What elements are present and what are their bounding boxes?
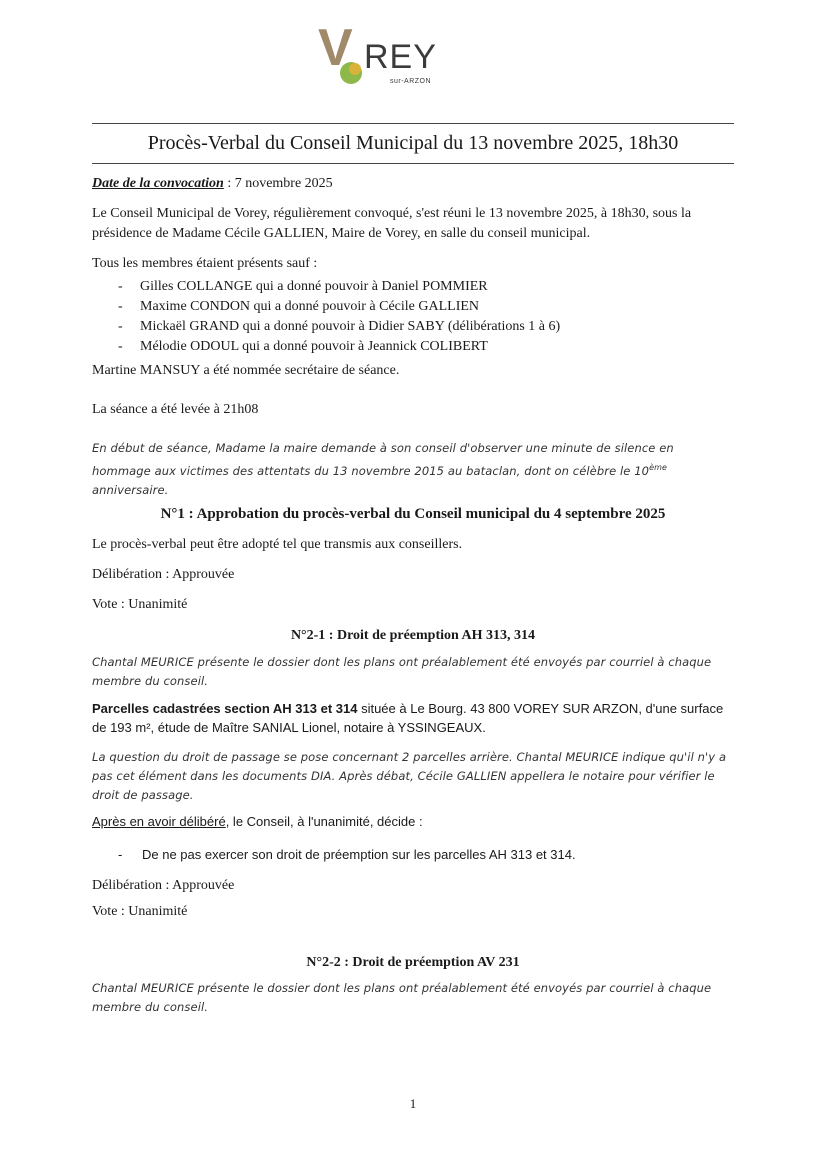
note-sup: ème [649, 463, 667, 472]
list-item: - De ne pas exercer son droit de préemption sur les parcelles AH 313 et 314. [114, 845, 734, 864]
section-1-deliberation: Délibération : Approuvée [92, 567, 235, 582]
title-rule-top [92, 123, 734, 124]
list-item: - Gilles COLLANGE qui a donné pouvoir à Daniel POMMIER [114, 277, 734, 297]
section-2-1-parcels [92, 699, 734, 737]
absents-list [114, 277, 734, 357]
closing-line: La séance a été levée à 21h08 [92, 402, 259, 417]
logo-initial: V [318, 19, 353, 77]
page-title: Procès-Verbal du Conseil Municipal du 13 novembre 2025, 18h30 [147, 132, 679, 154]
section-2-2-presentation: Chantal MEURICE présente le dossier dont les plans ont préalablement été envoyés par courriel à chaque membre du conseil. [92, 981, 712, 1014]
secretary-line: Martine MANSUY a été nommée secrétaire de séance. [92, 363, 400, 378]
section-2-1-title: N°2-1 : Droit de préemption AH 313, 314 [290, 628, 536, 643]
list-item: - Mickaël GRAND qui a donné pouvoir à Didier SABY (délibérations 1 à 6) [114, 317, 734, 337]
parcels-details: située à Le Bourg. 43 800 VOREY SUR ARZON, d'une surface de 193 m², étude de Maître SANIAL Lionel, notaire à YSSINGEAUX. [92, 701, 724, 735]
logo-subtitle: sur-ARZON [390, 78, 432, 85]
section-2-1-discussion: La question du droit de passage se pose concernant 2 parcelles arrière. Chantal MEURICE indique qu'il n'y a pas cet élément dans les documents DIA. Après débat, Cécile GALLIEN appellera le notaire pour vérifier le droit de passage. [92, 750, 727, 802]
logo-text: REY [364, 38, 437, 76]
members-intro: Tous les membres étaient présents sauf : [92, 256, 318, 271]
list-item: - Maxime CONDON qui a donné pouvoir à Cécile GALLIEN [114, 297, 734, 317]
page-number: 1 [409, 1096, 417, 1111]
section-2-1-deliberation: Délibération : Approuvée [92, 878, 235, 893]
title-rule-bottom [92, 163, 734, 164]
section-2-1-vote: Vote : Unanimité [92, 904, 188, 919]
after-rest: , le Conseil, à l'unanimité, décide : [225, 814, 423, 829]
note-tail: anniversaire. [92, 482, 169, 497]
section-2-1-presentation: Chantal MEURICE présente le dossier dont les plans ont préalablement été envoyés par courriel à chaque membre du conseil. [92, 655, 712, 688]
section-1-text: Le procès-verbal peut être adopté tel que transmis aux conseillers. [92, 537, 463, 552]
convocation-label: Date de la convocation [92, 176, 224, 191]
section-1-vote: Vote : Unanimité [92, 597, 188, 612]
list-item: - Mélodie ODOUL qui a donné pouvoir à Jeannick COLIBERT [114, 337, 734, 357]
section-1-title: N°1 : Approbation du procès-verbal du Conseil municipal du 4 septembre 2025 [160, 506, 666, 522]
convocation-line [92, 174, 734, 194]
section-2-1-after [92, 812, 734, 831]
logo [318, 19, 448, 96]
handwritten-note [92, 439, 734, 500]
decision-list [114, 845, 734, 864]
note-text: En début de séance, Madame la maire demande à son conseil d'observer une minute de silence en hommage aux victimes des attentats du 13 novembre 2015 au bataclan, dont on célèbre le 10 [92, 441, 674, 478]
intro-paragraph: Le Conseil Municipal de Vorey, régulièrement convoqué, s'est réuni le 13 novembre 2025, à 18h30, sous la présidence de Madame Cécile GALLIEN, Maire de Vorey, en salle du conseil municipal. [92, 206, 692, 241]
section-2-2-title: N°2-2 : Droit de préemption AV 231 [306, 955, 520, 970]
after-label: Après en avoir délibéré [92, 814, 226, 829]
convocation-date: : 7 novembre 2025 [223, 176, 333, 191]
parcels-label: Parcelles cadastrées section AH 313 et 314 [92, 701, 358, 716]
